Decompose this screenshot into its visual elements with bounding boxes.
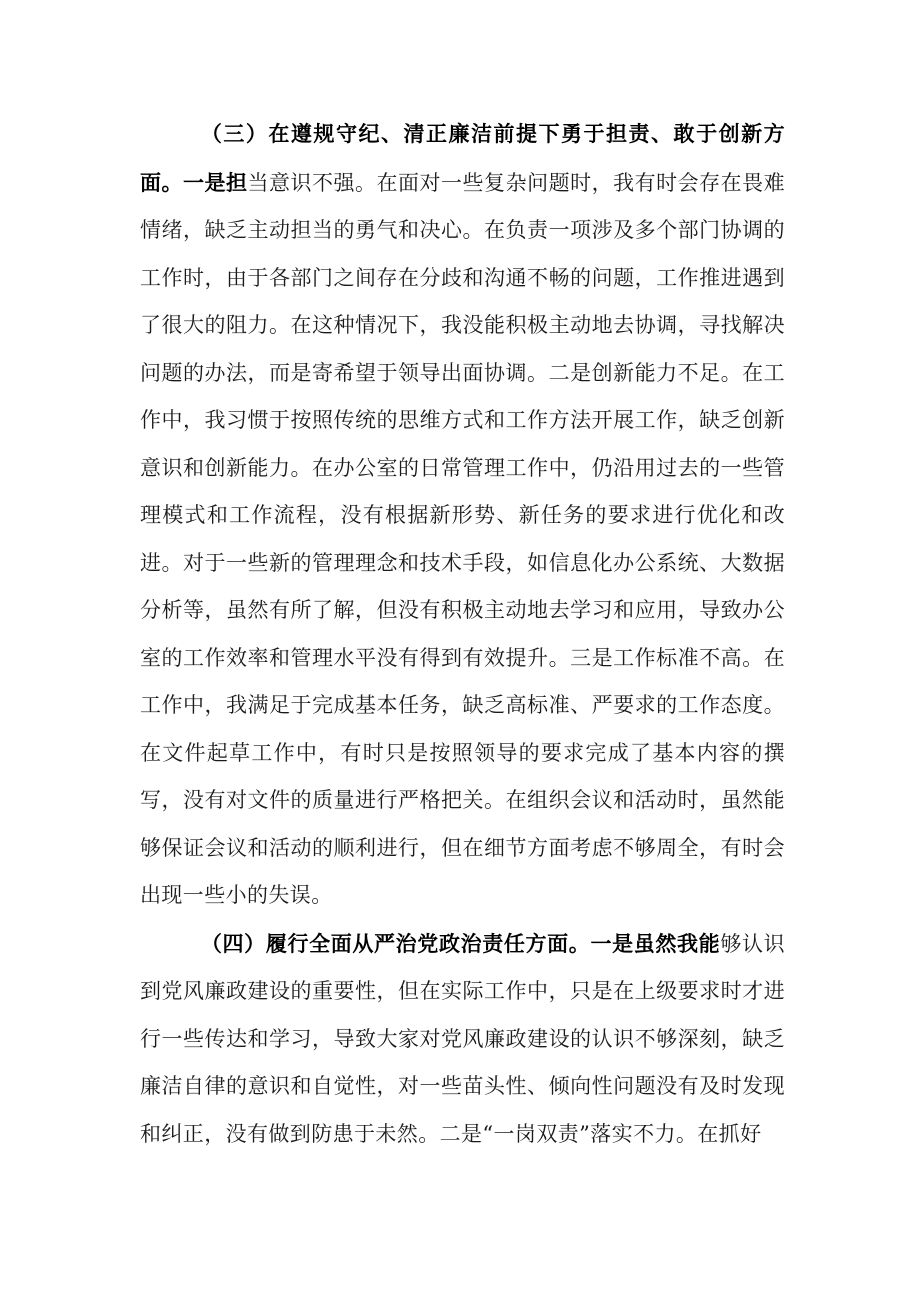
section-body-four: 够认识到党风廉政建设的重要性，但在实际工作中，只是在上级要求时才进行一些传达和学习，导致大家对党风廉政建设的认识不够深刻，缺乏廉洁自律的意识和自觉性，对一些苗头性、倾向性问题没有及时发现和纠正，没有做到防患于未然。二是“一岗双责”落实不力。在抓好: [140, 931, 785, 1146]
paragraph-section-three: [140, 110, 785, 920]
section-heading-four: （四）履行全面从严治党政治责任方面。: [200, 930, 591, 956]
section-lead-four: 一是虽然我能: [590, 930, 721, 956]
document-body: [140, 110, 785, 1158]
section-lead-three: 一是担: [183, 169, 248, 195]
paragraph-section-four: [140, 920, 785, 1159]
section-body-three: 当意识不强。在面对一些复杂问题时，我有时会存在畏难情绪，缺乏主动担当的勇气和决心。在负责一项涉及多个部门协调的工作时，由于各部门之间存在分歧和沟通不畅的问题，工作推进遇到了很大的阻力。在这种情况下，我没能积极主动地去协调，寻找解决问题的办法，而是寄希望于领导出面协调。二是创新能力不足。在工作中，我习惯于按照传统的思维方式和工作方法开展工作，缺乏创新意识和创新能力。在办公室的日常管理工作中，仍沿用过去的一些管理模式和工作流程，没有根据新形势、新任务的要求进行优化和改进。对于一些新的管理理念和技术手段，如信息化办公系统、大数据分析等，虽然有所了解，但没有积极主动地去学习和应用，导致办公室的工作效率和管理水平没有得到有效提升。三是工作标准不高。在工作中，我满足于完成基本任务，缺乏高标准、严要求的工作态度。在文件起草工作中，有时只是按照领导的要求完成了基本内容的撰写，没有对文件的质量进行严格把关。在组织会议和活动时，虽然能够保证会议和活动的顺利进行，但在细节方面考虑不够周全，有时会出现一些小的失误。: [140, 170, 785, 907]
section-heading-three: （三）在遵规守纪、清正廉洁前提下勇于担责、敢于创新方面。: [140, 121, 785, 195]
